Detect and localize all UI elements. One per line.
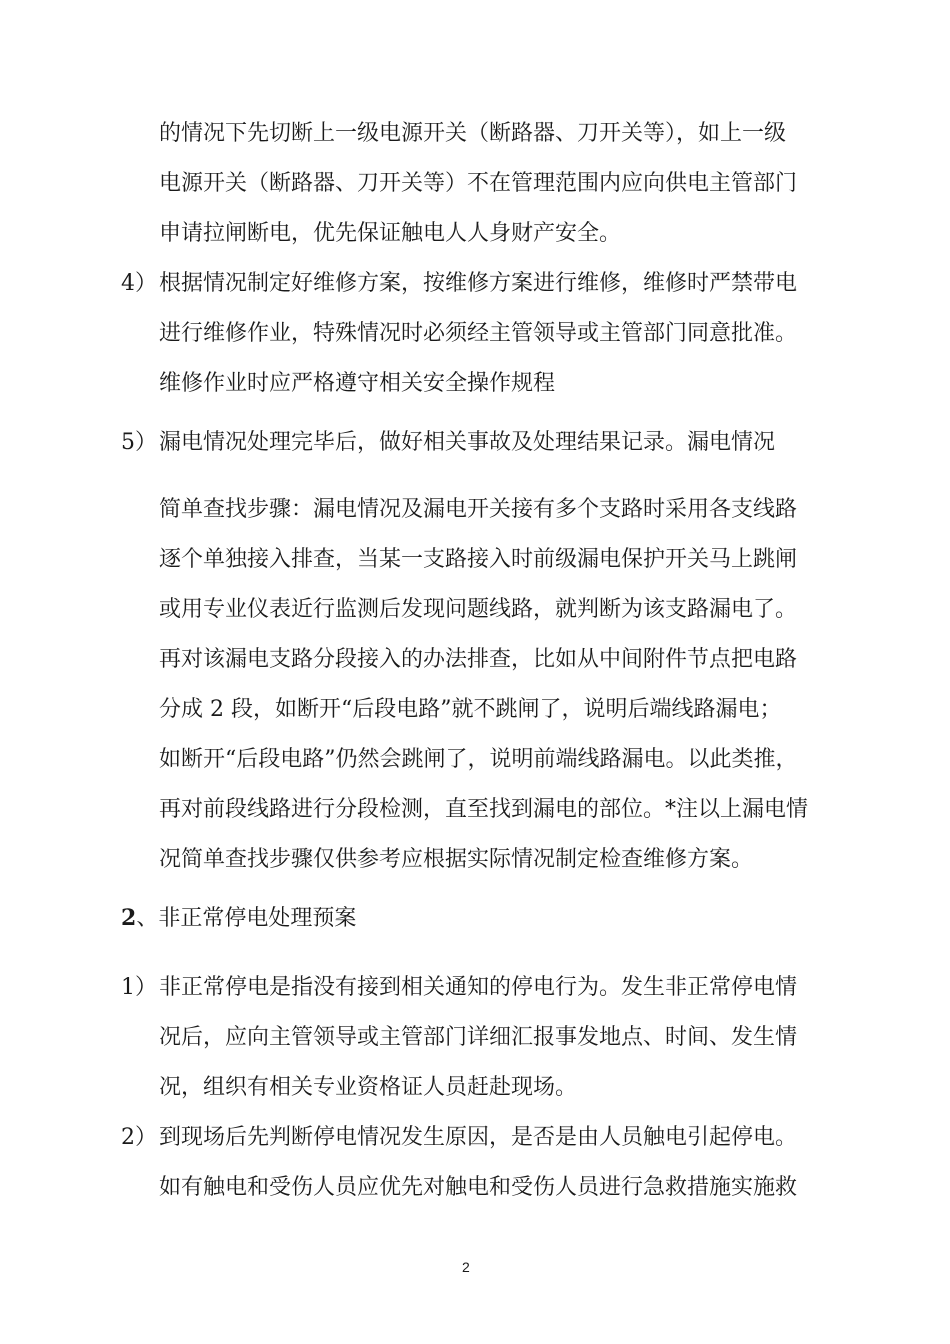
list-item-line: 根据情况制定好维修方案，按维修方案进行维修，维修时严禁带电: [159, 271, 798, 296]
list-item-line: 简单查找步骤：漏电情况及漏电开关接有多个支路时采用各支线路: [159, 497, 798, 522]
paragraph-line: 电源开关（断路器、刀开关等）不在管理范围内应向供电主管部门: [159, 171, 798, 196]
section-number: 2: [121, 905, 137, 931]
paragraph-line: 的情况下先切断上一级电源开关（断路器、刀开关等），如上一级: [159, 121, 787, 146]
list-item-line: 漏电情况处理完毕后，做好相关事故及处理结果记录。漏电情况: [159, 430, 776, 455]
list-item-number: 4）: [121, 271, 157, 296]
list-item-line: 况简单查找步骤仅供参考应根据实际情况制定检查维修方案。: [159, 847, 754, 872]
page-number: 2: [462, 1259, 470, 1275]
list-item-line: 如有触电和受伤人员应优先对触电和受伤人员进行急救措施实施救: [159, 1175, 798, 1200]
section-title: 、非正常停电处理预案: [136, 906, 357, 931]
list-item-line: 维修作业时应严格遵守相关安全操作规程: [159, 371, 556, 396]
list-item-number: 1）: [121, 975, 157, 1000]
list-item-line: 或用专业仪表近行监测后发现问题线路，就判断为该支路漏电了。: [159, 597, 798, 622]
list-item-line: 再对前段线路进行分段检测，直至找到漏电的部位。*注以上漏电情: [159, 797, 809, 822]
list-item-number: 5）: [121, 430, 157, 455]
section-heading: [121, 903, 356, 934]
list-item-line: 进行维修作业，特殊情况时必须经主管领导或主管部门同意批准。: [159, 321, 798, 346]
list-item-number: 2）: [121, 1125, 157, 1150]
list-item-line: 再对该漏电支路分段接入的办法排查，比如从中间附件节点把电路: [159, 647, 798, 672]
list-item-line: 非正常停电是指没有接到相关通知的停电行为。发生非正常停电情: [159, 975, 798, 1000]
list-item-line: 逐个单独接入排查，当某一支路接入时前级漏电保护开关马上跳闸: [159, 547, 798, 572]
list-item-line: 况后，应向主管领导或主管部门详细汇报事发地点、时间、发生情: [159, 1025, 798, 1050]
list-item-line: 分成 2 段，如断开“后段电路”就不跳闸了，说明后端线路漏电；: [159, 697, 782, 722]
list-item-line: 如断开“后段电路”仍然会跳闸了，说明前端线路漏电。以此类推，: [159, 747, 798, 772]
paragraph-line: 申请拉闸断电，优先保证触电人人身财产安全。: [159, 221, 622, 246]
list-item-line: 况，组织有相关专业资格证人员赶赴现场。: [159, 1075, 578, 1100]
list-item-line: 到现场后先判断停电情况发生原因，是否是由人员触电引起停电。: [159, 1125, 798, 1150]
